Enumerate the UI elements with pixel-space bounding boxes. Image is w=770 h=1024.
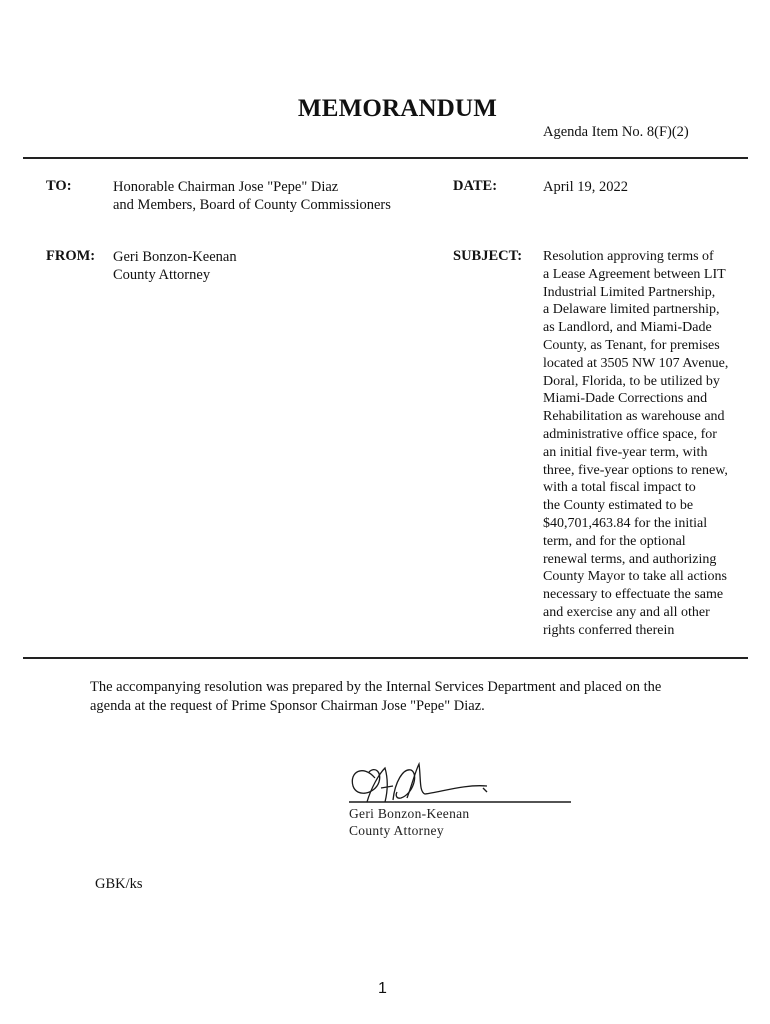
from-label: FROM: [46, 248, 96, 264]
typist-initials: GBK/ks [95, 876, 143, 892]
subject-line: Miami-Dade Corrections and [543, 391, 708, 407]
bottom-divider [23, 657, 748, 659]
subject-line: as Landlord, and Miami-Dade [543, 320, 712, 336]
subject-line: administrative office space, for [543, 426, 717, 442]
body-paragraph [90, 678, 710, 716]
from-line: Geri Bonzon-Keenan [113, 249, 237, 265]
subject-line: Doral, Florida, to be utilized by [543, 373, 720, 389]
subject-line: Industrial Limited Partnership, [543, 284, 716, 300]
body-line: agenda at the request of Prime Sponsor Chairman Jose "Pepe" Diaz. [90, 698, 485, 714]
signatory-block [349, 805, 469, 839]
subject-line: with a total fiscal impact to [543, 480, 696, 496]
subject-line: $40,701,463.84 for the initial [543, 515, 708, 531]
memo-title: MEMORANDUM [297, 95, 498, 122]
subject-line: an initial five-year term, with [543, 444, 708, 460]
subject-line: County, as Tenant, for premises [543, 337, 720, 353]
body-line: The accompanying resolution was prepared by the Internal Services Department and placed on the [90, 679, 662, 695]
subject-line: and exercise any and all other [543, 604, 710, 620]
agenda-item-number: Agenda Item No. 8(F)(2) [543, 124, 689, 140]
subject-line: three, five-year options to renew, [543, 462, 728, 478]
subject-line: necessary to effectuate the same [543, 587, 724, 603]
date-label: DATE: [453, 178, 498, 194]
page-number: 1 [378, 980, 387, 997]
to-recipients [113, 178, 391, 214]
subject-line: a Lease Agreement between LIT [543, 266, 726, 282]
subject-line: rights conferred therein [543, 622, 675, 638]
subject-line: term, and for the optional [543, 533, 686, 549]
subject-line: Rehabilitation as warehouse and [543, 409, 725, 425]
subject-line: renewal terms, and authorizing [543, 551, 717, 567]
to-label: TO: [46, 178, 72, 194]
from-line: County Attorney [113, 267, 211, 283]
to-line: Honorable Chairman Jose "Pepe" Diaz [113, 179, 339, 195]
subject-line: a Delaware limited partnership, [543, 302, 720, 318]
signatory-title: County Attorney [349, 823, 444, 838]
top-divider [23, 157, 748, 159]
subject-text [543, 248, 753, 640]
subject-line: Resolution approving terms of [543, 249, 714, 264]
to-line: and Members, Board of County Commissioners [113, 197, 391, 213]
subject-label: SUBJECT: [453, 248, 523, 264]
signatory-name: Geri Bonzon-Keenan [349, 806, 470, 821]
handwritten-signature [345, 758, 575, 806]
subject-line: the County estimated to be [543, 498, 694, 514]
subject-line: located at 3505 NW 107 Avenue, [543, 355, 729, 371]
subject-line: County Mayor to take all actions [543, 569, 727, 585]
date-value: April 19, 2022 [543, 179, 628, 195]
from-sender [113, 248, 237, 284]
